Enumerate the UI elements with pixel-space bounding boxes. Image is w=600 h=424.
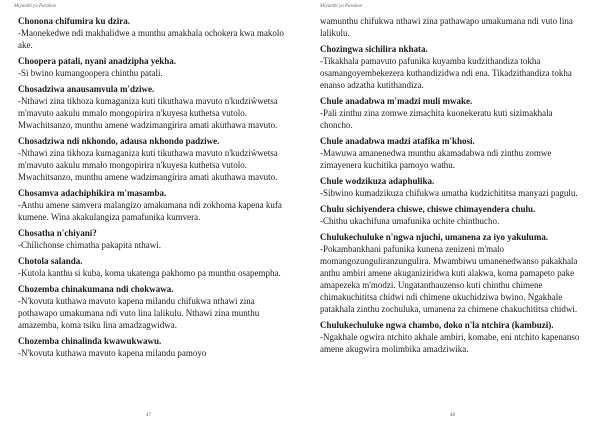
page-number: 48	[450, 413, 455, 418]
proverb-explanation: -Si bwino kumangoopera chinthu patali.	[18, 68, 163, 78]
proverb-entry	[18, 83, 284, 131]
running-head: Miyambi ya Patsikoe	[14, 4, 57, 9]
proverb-title: Choopera patali, nyani anadzipha yekha.	[18, 56, 177, 66]
proverb-title: Chosadziwa ndi nkhondo, adausa nkhondo padziwe.	[18, 136, 220, 146]
proverb-explanation: -Nthawi zina tikhoza kumaganiza kuti tikuthawa mavuto n'kudziŵwetsa m'mavuto aakulu mmalo mongopirira n'kuyesa kuthetsa vutolo. Mwachitsanzo, munthu amene wadzimangirira amati akuthawa mavuto.	[18, 96, 278, 130]
proverb-title: Chulu sichiyendera chiswe, chiswe chimayendera chulu.	[320, 204, 536, 214]
entries-list	[18, 15, 284, 359]
proverb-entry	[320, 43, 580, 91]
proverb-entry	[320, 319, 580, 355]
proverb-entry	[18, 187, 284, 223]
proverb-entry	[320, 203, 580, 227]
proverb-entry	[320, 135, 580, 171]
proverb-title: Chozingwa sichilira nkhata.	[320, 44, 428, 54]
proverb-explanation: -Tikakhala pamavuto pafunika kuyamba kudzithandiza tokha osamangoyembekezera kuthandizidwa ndi ena. Tikadzithandiza tokha enanso adzatha kutithandiza.	[320, 56, 572, 90]
proverb-explanation: -Sibwino kumadzikuza chifukwa umatha kudzichititsa manyazi pagulu.	[320, 188, 578, 198]
proverb-entry	[18, 227, 284, 251]
proverb-explanation: -Pokambankhani pafunika kunena zenizeni m'malo momangozunguliranzungulira. Mwambiwu umanenedwanso pakakhala anthu ambiri amene akuganiziridwa kuti alakwa, koma pamapeto pake amapezeka m'modzi. Ungatanthauzenso kuti chinthu chimene chimakuchititsa chidwi ndi chimene ukuchidziwa bwino. Ngakhale patakhala zinthu zochuluka, umanena za chimene chakuchititsa chidwi.	[320, 244, 578, 314]
proverb-title: Chulukechuluke ngwa chambo, doko n'la ntchira (kambuzi).	[320, 320, 554, 330]
proverb-title: Chosatha n'chiyani?	[18, 228, 97, 238]
proverb-explanation: -Maonekedwe ndi makhalidwe a munthu amakhala ochokera kwa makolo ake.	[18, 28, 284, 50]
proverb-explanation: -N'kovuta kuthawa mavuto kapena milandu pamoyo	[18, 348, 207, 358]
proverb-title: Chonona chifumira ku dzira.	[18, 16, 131, 26]
proverb-title: Chotola salanda.	[18, 256, 83, 266]
proverb-title: Chule anadabwa madzi atafika m'khosi.	[320, 136, 475, 146]
entries-list	[320, 15, 580, 355]
proverb-entry	[320, 175, 580, 199]
running-head: Miyambi ya Patsikoe	[320, 4, 363, 9]
proverb-explanation: -Chilichonse chimatha pakapita nthawi.	[18, 240, 161, 250]
proverb-explanation: -Ngakhale ogwira ntchito akhale ambiri, komabe, eni ntchito kapenanso amene akugwira molimbika amadziwika.	[320, 332, 580, 354]
proverb-explanation: -Pali zinthu zina zomwe zimachita kuonekeratu kuti sizimakhala choncho.	[320, 108, 553, 130]
proverb-title: Chosamva adachiphikira m'masamba.	[18, 188, 167, 198]
proverb-entry	[320, 15, 580, 39]
proverb-explanation: -Nthawi zina tikhoza kumaganiza kuti tikuthawa mavuto n'kudziŵwetsa m'mavuto aakulu mmalo mongopirira n'kuyesa kuthetsa vutolo. Mwachitsanzo, munthu amene wadzimangirira amati akuthawa mavuto.	[18, 148, 278, 182]
proverb-entry	[18, 283, 284, 331]
proverb-title: Chosadziwa anausamvula m'dziwe.	[18, 84, 155, 94]
proverb-title: Chule wodzikuza adaphulika.	[320, 176, 435, 186]
proverb-explanation: -Kutola kanthu si kuba, koma ukatenga pakhomo pa munthu osapempha.	[18, 268, 281, 278]
proverb-explanation: wamunthu chifukwa nthawi zina pathawapo umakumana ndi vuto lina lalikulu.	[320, 16, 573, 38]
proverb-title: Chozemba chinalinda kwawukwawu.	[18, 336, 162, 346]
proverb-entry	[18, 55, 284, 79]
proverb-title: Chule anadabwa m'madzi muli mwake.	[320, 96, 473, 106]
proverb-entry	[18, 135, 284, 183]
proverb-entry	[18, 255, 284, 279]
proverb-entry	[18, 335, 284, 359]
page-number: 47	[146, 413, 151, 418]
proverb-explanation: -Chithu ukachifuna umafunika uchite chinthucho.	[320, 216, 500, 226]
proverb-entry	[18, 15, 284, 51]
proverb-explanation: -Mawuwa amanenedwa munthu akamadabwa ndi zinthu zomwe zimayenera kuchitika pamoyo wathu.	[320, 148, 552, 170]
proverb-entry	[320, 231, 580, 315]
proverb-explanation: -Anthu amene samvera malangizo amakumana ndi zokhoma kapena kufa kumene. Wina akakulangiza pamafunika kumvera.	[18, 200, 282, 222]
proverb-title: Chozemba chinakumana ndi chokwawa.	[18, 284, 174, 294]
proverb-title: Chulukechuluke n'ngwa njuchi, umanena za iyo yakuluma.	[320, 232, 549, 242]
proverb-explanation: -N'kovuta kuthawa mavuto kapena milandu chifukwa nthawi zina pothawapo umakumana ndi vuto lina lalikulu. Nthawi zina munthu amazemba, koma tsiku lina amadzagwidwa.	[18, 296, 260, 330]
proverb-entry	[320, 95, 580, 131]
right-page	[300, 0, 600, 424]
